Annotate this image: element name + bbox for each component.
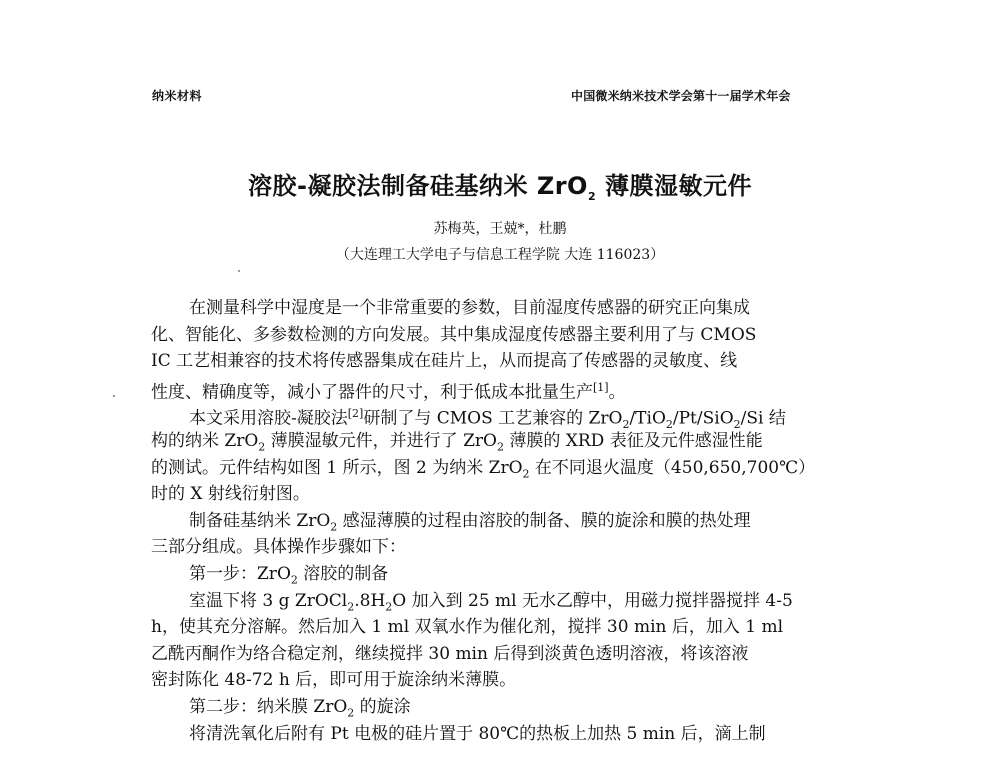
- citation-2: [2]: [347, 407, 364, 421]
- affiliation: （大连理工大学电子与信息工程学院 大连 116023）: [335, 247, 665, 263]
- step-heading: 第二步：纳米膜 ZrO$_2$ 的旋涂: [189, 696, 411, 720]
- running-header-left: 纳米材料: [152, 89, 203, 103]
- text-line: 室温下将 3 g $ZrOCl_2.8H_2O$ 加入到 25 ml 无水乙醇中，用磁力搅拌器搅拌 4-5: [189, 590, 793, 613]
- text-line: 本文采用溶胶-凝胶法[2]研制了与 CMOS 工艺兼容的 ZrO$_2$/TiO$_2$/Pt/SiO$_2$/Si 结: [189, 407, 786, 432]
- text-line: 三部分组成。具体操作步骤如下：: [151, 537, 406, 558]
- text-line: 乙酰丙酮作为络合稳定剂，继续搅拌 30 min 后得到淡黄色透明溶液，将该溶液: [151, 643, 749, 664]
- step-heading: 第一步：ZrO$_2$ 溶胶的制备: [189, 563, 389, 587]
- title-subscript: 2: [587, 189, 597, 203]
- scan-speck: [113, 395, 115, 397]
- text-line: IC 工艺相兼容的技术将传感器集成在硅片上，从而提高了传感器的灵敏度、线: [151, 351, 738, 372]
- text-line: 构的纳米 ZrO$_2$ 薄膜湿敏元件，并进行了 ZrO$_2$ 薄膜的 XRD 表征及元件感湿性能: [151, 430, 763, 454]
- text-line: 化、智能化、多参数检测的方向发展。其中集成湿度传感器主要利用了与 CMOS: [151, 324, 757, 345]
- text-line: h，使其充分溶解。然后加入 1 ml 双氧水作为催化剂，搅拌 30 min 后，加入 1 ml: [151, 617, 784, 638]
- title-prefix: 溶胶-凝胶法制备硅基纳米 ZrO: [248, 172, 588, 200]
- text-line: 性度、精确度等，减小了器件的尺寸，利于低成本批量生产[1]。: [151, 380, 626, 403]
- citation-1: [1]: [593, 380, 609, 394]
- title-suffix: 薄膜湿敏元件: [596, 172, 752, 200]
- author-list: 苏梅英，王兢*，杜鹏: [433, 221, 567, 237]
- text-line: 的测试。元件结构如图 1 所示，图 2 为纳米 ZrO$_2$ 在不同退火温度（450,650,700℃）: [151, 457, 816, 480]
- paper-title: [0, 166, 1000, 203]
- text-line: 将清洗氧化后附有 Pt 电极的硅片置于 80℃的热板上加热 5 min 后，滴上制: [189, 723, 766, 744]
- running-header-right: 中国微米纳米技术学会第十一届学术年会: [571, 89, 791, 103]
- body-text: [151, 295, 855, 747]
- text-line: 制备硅基纳米 ZrO$_2$ 感湿薄膜的过程由溶胶的制备、膜的旋涂和膜的热处理: [189, 510, 751, 534]
- text-line: 在测量科学中湿度是一个非常重要的参数，目前湿度传感器的研究正向集成: [189, 298, 750, 318]
- text-line: 时的 X 射线衍射图。: [151, 484, 310, 505]
- scan-speck: [238, 270, 240, 272]
- text-line: 密封陈化 48-72 h 后，即可用于旋涂纳米薄膜。: [151, 670, 517, 691]
